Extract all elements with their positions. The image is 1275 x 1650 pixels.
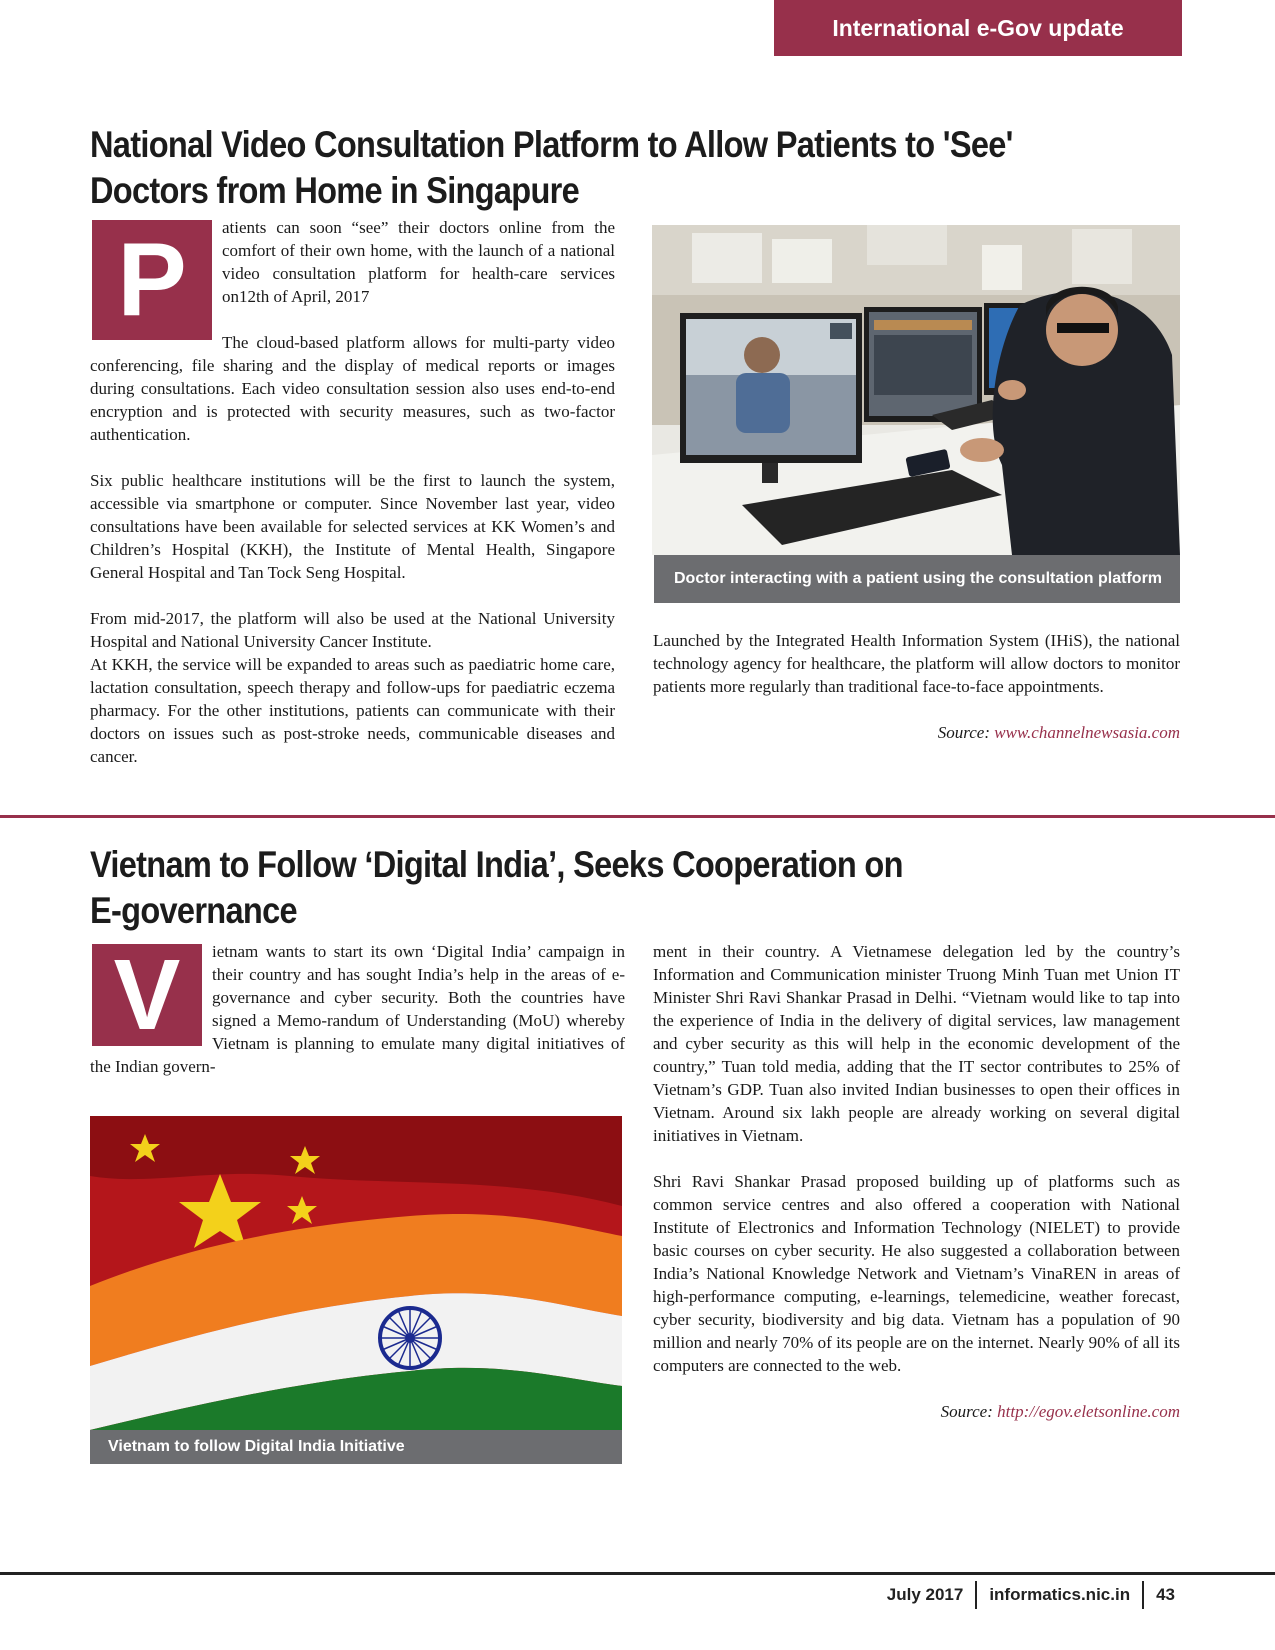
article2-source-link[interactable]: http://egov.eletsonline.com xyxy=(997,1402,1180,1421)
doctor-consultation-photo xyxy=(652,225,1180,555)
article1-headline-line1: National Video Consultation Platform to Allow Patients to 'See' xyxy=(90,124,1013,165)
doctor-consultation-illustration xyxy=(652,225,1180,555)
article2-para2: ment in their country. A Vietnamese delegation led by the country’s Information and Communication minister Truong Minh Tuan met Union IT Minister Shri Ravi Shankar Prasad in Delhi. “Vietnam would like to tap into the experience of India in the delivery of digital services, law management and cyber security as this will help in the economic development of the country,” Tuan told media, adding that the IT sector contributes to 25% of Vietnam’s GDP. Tuan also invited Indian businesses to open their offices in Vietnam. Around six lakh people are already working on several digital initiatives in Vietnam. xyxy=(653,942,1180,1145)
article2-dropcap: V xyxy=(92,944,202,1046)
article1-headline xyxy=(90,122,1146,214)
article1-column-left xyxy=(90,216,615,768)
article2-headline-line1: Vietnam to Follow ‘Digital India’, Seeks Cooperation on xyxy=(90,844,903,885)
article1-source-label: Source: xyxy=(937,723,991,742)
article2-source xyxy=(653,1400,1180,1423)
article1-para1: atients can soon “see” their doctors online from the comfort of their own home, with the launch of a national video consultation platform for health-care services on12th of April, 2017 xyxy=(222,218,615,306)
footer-separator xyxy=(975,1581,977,1609)
footer-rule xyxy=(0,1572,1275,1575)
article1-dropcap: P xyxy=(92,220,212,340)
article2-column-right xyxy=(653,940,1180,1423)
page-footer xyxy=(887,1580,1175,1610)
article2-source-label: Source: xyxy=(940,1402,993,1421)
footer-site: informatics.nic.in xyxy=(989,1585,1131,1604)
article2-column-left xyxy=(90,940,625,1078)
article2-photo-caption: Vietnam to follow Digital India Initiative xyxy=(90,1430,622,1464)
article1-para2: The cloud-based platform allows for multi-party video conferencing, file sharing and the display of medical reports or images during consultations. Each video consultation session also uses end-to-end encryption and is protected with security measures, such as two-factor authentication. xyxy=(90,333,615,444)
article2-headline-line2: E-governance xyxy=(90,890,297,931)
article1-para5: At KKH, the service will be expanded to areas such as paediatric home care, lactation consultation, speech therapy and follow-ups for paediatric eczema pharmacy. For the other institutions, patients can communicate with their doctors on issues such as post-stroke needs, communicable diseases and cancer. xyxy=(90,655,615,766)
flags-illustration xyxy=(90,1116,622,1430)
article1-para6: Launched by the Integrated Health Information System (IHiS), the national technology agency for healthcare, the platform will allow doctors to monitor patients more regularly than traditional face-to-face appointments. xyxy=(653,631,1180,696)
flags-photo xyxy=(90,1116,622,1430)
footer-date: July 2017 xyxy=(886,1585,964,1604)
article1-headline-line2: Doctors from Home in Singapure xyxy=(90,170,580,211)
article-divider xyxy=(0,815,1275,818)
article2-para1: ietnam wants to start its own ‘Digital India’ campaign in their country and has sought India’s help in the areas of e-governance and cyber security. Both the countries have signed a Memo-randum of Understanding (MoU) whereby Vietnam is planning to emulate many digital initiatives of the Indian govern- xyxy=(90,942,625,1076)
article2-headline xyxy=(90,842,1040,934)
article1-column-right xyxy=(653,629,1180,744)
article1-para4: From mid-2017, the platform will also be used at the National University Hospital and National University Cancer Institute. xyxy=(90,609,615,651)
article2-para3: Shri Ravi Shankar Prasad proposed building up of platforms such as common service centres and also offered a cooperation with National Institute of Electronics and Information Technology (NIELET) to provide basic courses on cyber security. He also suggested a collaboration between India’s National Knowledge Network and Vietnam’s VinaREN in areas of high-performance computing, e-learnings, telemedicine, weather forecast, cyber security, biodiversity and big data. Vietnam has a population of 90 million and nearly 70% of its people are on the internet. Nearly 90% of all its computers are connected to the web. xyxy=(653,1172,1180,1375)
section-label: International e-Gov update xyxy=(774,0,1182,56)
article1-photo-caption: Doctor interacting with a patient using the consultation platform xyxy=(654,555,1180,603)
article1-source xyxy=(653,721,1180,744)
page-number: 43 xyxy=(1156,1585,1175,1604)
article1-para3: Six public healthcare institutions will be the first to launch the system, accessible via smartphone or computer. Since November last year, video consultations have been available for selected services at KK Women’s and Children’s Hospital (KKH), the Institute of Mental Health, Singapore General Hospital and Tan Tock Seng Hospital. xyxy=(90,471,615,582)
article1-source-link[interactable]: www.channelnewsasia.com xyxy=(994,723,1180,742)
footer-separator xyxy=(1142,1581,1144,1609)
